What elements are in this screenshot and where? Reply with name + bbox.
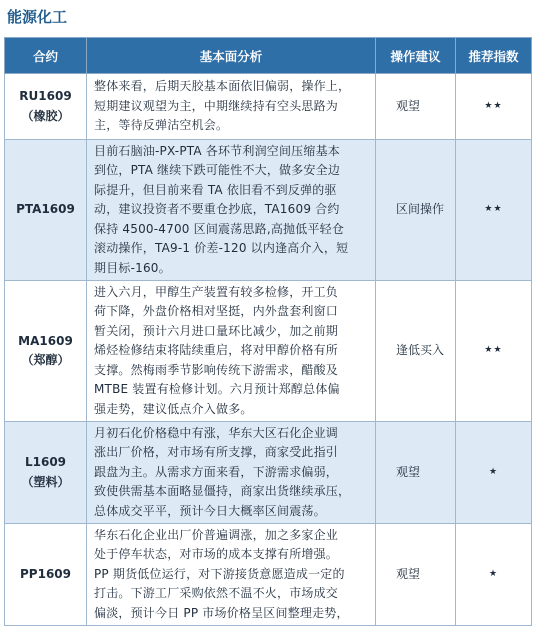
section-title: 能源化工	[7, 8, 68, 26]
analysis-line: 主，等待反弹沽空机会。	[94, 118, 229, 133]
advice-cell: 观望	[376, 524, 456, 626]
analysis-line: 涨出厂价格，对市场有所支撑，商家受此指引	[94, 445, 339, 460]
contract-cell	[5, 74, 87, 140]
analysis-line: 荷下降，外盘价格相对坚挺，内外盘套利窗口	[94, 304, 339, 319]
analysis-line: 月初石化价格稳中有涨，华东大区石化企业调	[94, 425, 339, 440]
header-rating: 推荐指数	[456, 38, 532, 74]
contract-code: L1609	[24, 455, 67, 470]
analysis-line: 打击。下游工厂采购依然不温不火，市场成交	[94, 586, 339, 601]
analysis-line: PP 期货低位运行，对下游接货意愿造成一定的	[94, 566, 345, 581]
header-advice: 操作建议	[376, 38, 456, 74]
analysis-line: 处于停车状态，对市场的成本支撑有所增强。	[94, 547, 339, 562]
table-header-row	[5, 38, 532, 74]
table-row	[5, 140, 532, 281]
rating-stars-icon: ★★	[456, 74, 532, 140]
analysis-line: 整体来看，后期天胶基本面依旧偏弱，操作上，	[94, 79, 351, 94]
contract-code: RU1609	[19, 89, 72, 104]
contract-name: （橡胶）	[21, 108, 70, 123]
analysis-line: 期目标-160。	[94, 260, 171, 275]
contract-code: PTA1609	[16, 202, 75, 217]
advice-cell: 区间操作	[376, 140, 456, 281]
advice-cell: 观望	[376, 422, 456, 524]
analysis-line: 滚动操作，TA9-1 价差-120 以内逢高介入，短	[94, 241, 349, 256]
analysis-line: 强走势，建议低点介入做多。	[94, 401, 253, 416]
futures-table	[4, 37, 532, 626]
analysis-line: 保持 4500-4700 区间震荡思路,高抛低平轻仓	[94, 221, 345, 236]
analysis-cell	[87, 422, 376, 524]
contract-name: （郑醇）	[21, 353, 70, 367]
contract-code: PP1609	[20, 566, 71, 581]
analysis-cell	[87, 140, 376, 281]
advice-cell: 观望	[376, 74, 456, 140]
table-row	[5, 422, 532, 524]
analysis-line: 支撑。然梅雨季节影响传统下游需求，醋酸及	[94, 362, 339, 377]
contract-cell	[5, 140, 87, 281]
analysis-cell	[87, 524, 376, 626]
analysis-line: 到位，PTA 继续下跌可能性不大，做多安全边	[94, 163, 341, 178]
analysis-line: 目前石脑油-PX-PTA 各环节利润空间压缩基本	[94, 144, 340, 159]
header-contract: 合约	[5, 38, 87, 74]
analysis-line: 暂关闭，预计六月进口量环比减少，加之前期	[94, 323, 339, 338]
advice-cell: 逢低买入	[376, 281, 456, 422]
analysis-line: 跟盘为主。从需求方面来看，下游需求偏弱，	[94, 464, 339, 479]
table-row	[5, 74, 532, 140]
analysis-line: 致使供需基本面略显僵持，商家出货继续承压，	[94, 484, 351, 499]
analysis-line: 际提升，但目前来看 TA 依旧看不到反弹的驱	[94, 182, 337, 197]
table-row	[5, 281, 532, 422]
rating-stars-icon: ★	[456, 422, 532, 524]
analysis-line: 总体成交平平，预计今日大概率区间震荡。	[94, 503, 326, 518]
table-row	[5, 524, 532, 626]
contract-name: （塑料）	[21, 474, 70, 489]
contract-cell	[5, 524, 87, 626]
analysis-line: 短期建议观望为主，中期继续持有空头思路为	[94, 98, 339, 113]
analysis-line: 动，建议投资者不要重仓抄底，TA1609 合约	[94, 202, 340, 217]
analysis-line: MTBE 装置有检修计划。六月预计郑醇总体偏	[94, 382, 340, 397]
analysis-line: 偏淡，预计今日 PP 市场价格呈区间整理走势，	[94, 605, 349, 620]
contract-code: MA1609	[18, 333, 73, 348]
contract-cell	[5, 422, 87, 524]
rating-stars-icon: ★	[456, 524, 532, 626]
header-analysis: 基本面分析	[87, 38, 376, 74]
analysis-line: 华东石化企业出厂价普遍调涨，加之多家企业	[94, 527, 339, 542]
analysis-cell	[87, 281, 376, 422]
rating-stars-icon: ★★	[456, 281, 532, 422]
analysis-line: 进入六月，甲醇生产装置有较多检修，开工负	[94, 285, 339, 300]
analysis-line: 烯烃检修结束将陆续重启，将对甲醇价格有所	[94, 343, 339, 358]
rating-stars-icon: ★★	[456, 140, 532, 281]
contract-cell	[5, 281, 87, 422]
analysis-cell	[87, 74, 376, 140]
